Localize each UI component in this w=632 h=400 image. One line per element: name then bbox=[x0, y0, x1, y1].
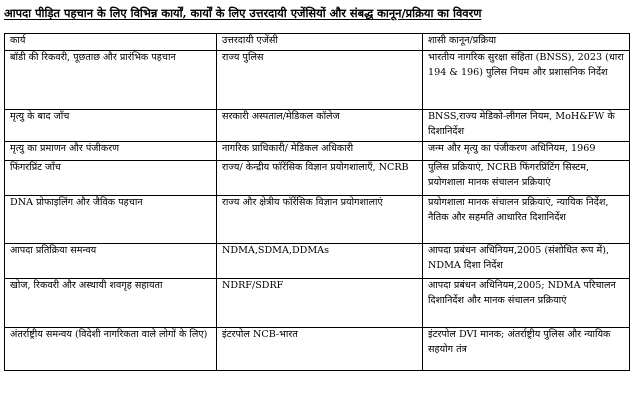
table-row bbox=[5, 161, 630, 196]
header-agency: उत्तरदायी एजेंसी bbox=[217, 34, 423, 51]
table-row bbox=[5, 142, 630, 161]
table-row bbox=[5, 110, 630, 142]
cell-task: मृत्यु के बाद जाँच bbox=[5, 110, 217, 142]
table-row bbox=[5, 196, 630, 244]
functions-table bbox=[4, 33, 630, 371]
cell-law: आपदा प्रबंधन अधिनियम,2005 (संशोधित रूप में), NDMA दिशा निर्देश bbox=[423, 244, 630, 279]
cell-law: प्रयोगशाला मानक संचालन प्रक्रियाएं, न्यायिक निर्देश, नैतिक और सहमति आधारित दिशानिर्देश bbox=[423, 196, 630, 244]
cell-law: आपदा प्रबंधन अधिनियम,2005; NDMA परिचालन दिशानिर्देश और मानक संचालन प्रक्रियाएं bbox=[423, 279, 630, 328]
header-law: शासी कानून/प्रक्रिया bbox=[423, 34, 630, 51]
cell-law: पुलिस प्रक्रियाएं, NCRB फिंगरप्रिंटिंग सिस्टम, प्रयोगशाला मानक संचालन प्रक्रियाएं bbox=[423, 161, 630, 196]
cell-task: अंतर्राष्ट्रीय समन्वय (विदेशी नागरिकता वाले लोगों के लिए) bbox=[5, 328, 217, 371]
cell-agency: राज्य पुलिस bbox=[217, 51, 423, 110]
table-row bbox=[5, 244, 630, 279]
cell-task: आपदा प्रतिक्रिया समन्वय bbox=[5, 244, 217, 279]
cell-agency: सरकारी अस्पताल/मेडिकल कॉलेज bbox=[217, 110, 423, 142]
cell-task: DNA प्रोफाइलिंग और जैविक पहचान bbox=[5, 196, 217, 244]
cell-agency: राज्य और क्षेत्रीय फॉरेंसिक विज्ञान प्रयोगशालाएं bbox=[217, 196, 423, 244]
cell-agency: राज्य/ केन्द्रीय फॉरेंसिक विज्ञान प्रयोगशालाएँ, NCRB bbox=[217, 161, 423, 196]
cell-task: फिंगरप्रिंट जाँच bbox=[5, 161, 217, 196]
document-title: आपदा पीड़ित पहचान के लिए विभिन्न कार्यों, कार्यों के लिए उत्तरदायी एजेंसियों और संबद्ध कानून/प्रक्रिया का विवरण bbox=[4, 6, 482, 20]
table-row bbox=[5, 279, 630, 328]
table-row bbox=[5, 51, 630, 110]
cell-agency: नागरिक प्राधिकारी/ मेडिकल अधिकारी bbox=[217, 142, 423, 161]
cell-law: BNSS,राज्य मेडिको-लीगल नियम, MoH&FW के दिशानिर्देश bbox=[423, 110, 630, 142]
table-header-row bbox=[5, 34, 630, 51]
cell-law: जन्म और मृत्यु का पंजीकरण अधिनियम, 1969 bbox=[423, 142, 630, 161]
cell-law: भारतीय नागरिक सुरक्षा संहिता (BNSS), 2023 (धारा 194 & 196) पुलिस नियम और प्रशासनिक निर्देश bbox=[423, 51, 630, 110]
cell-task: बॉडी की रिकवरी, पूछताछ और प्रारंभिक पहचान bbox=[5, 51, 217, 110]
cell-task: मृत्यु का प्रमाणन और पंजीकरण bbox=[5, 142, 217, 161]
cell-law: इंटरपोल DVI मानक; अंतर्राष्ट्रीय पुलिस और न्यायिक सहयोग तंत्र bbox=[423, 328, 630, 371]
table-row bbox=[5, 328, 630, 371]
cell-agency: इंटरपोल NCB-भारत bbox=[217, 328, 423, 371]
header-task: कार्य bbox=[5, 34, 217, 51]
cell-agency: NDRF/SDRF bbox=[217, 279, 423, 328]
cell-agency: NDMA,SDMA,DDMAs bbox=[217, 244, 423, 279]
cell-task: खोज, रिकवरी और अस्थायी शवगृह सहायता bbox=[5, 279, 217, 328]
